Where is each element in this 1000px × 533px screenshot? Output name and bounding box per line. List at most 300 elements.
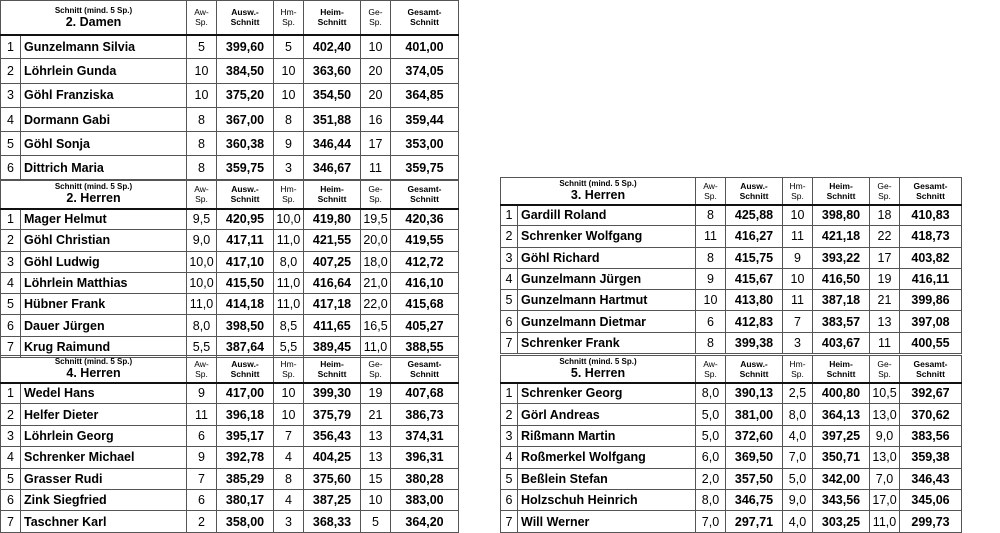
ge-sp-header-line2: Sp. xyxy=(369,17,382,28)
heim-schnitt-header-line1: Heim- xyxy=(829,358,853,369)
gesamt-schnitt-header-line1: Gesamt- xyxy=(913,180,948,191)
ge-sp-header-line1: Ge- xyxy=(368,7,383,18)
heim-schnitt-header xyxy=(304,1,361,35)
table-row xyxy=(501,404,962,425)
away-games: 11,0 xyxy=(187,294,217,315)
rank: 3 xyxy=(1,251,21,272)
away-average: 420,95 xyxy=(217,209,274,230)
rank: 3 xyxy=(501,425,518,446)
hm-sp-header-line2: Sp. xyxy=(282,193,295,204)
total-average: 359,44 xyxy=(391,107,459,131)
away-games: 10 xyxy=(696,290,726,311)
away-games: 9,0 xyxy=(187,230,217,251)
home-games: 10 xyxy=(274,83,304,107)
gesamt-schnitt-header xyxy=(900,356,962,383)
aw-sp-header-line2: Sp. xyxy=(704,190,717,201)
rank: 2 xyxy=(501,404,518,425)
away-games: 8,0 xyxy=(187,315,217,336)
table-4-herren xyxy=(0,355,459,533)
total-average: 396,31 xyxy=(391,447,459,468)
aw-sp-header-line1: Aw- xyxy=(194,358,209,369)
aw-sp-header-line2: Sp. xyxy=(195,17,208,28)
rank: 4 xyxy=(1,272,21,293)
home-games: 7 xyxy=(783,311,813,332)
total-average: 420,36 xyxy=(391,209,459,230)
ausw-schnitt-header xyxy=(726,178,783,205)
ausw-schnitt-header-line1: Ausw.- xyxy=(740,180,768,191)
rank: 7 xyxy=(501,332,518,353)
rank: 1 xyxy=(501,205,518,226)
player-name: Krug Raimund xyxy=(21,336,187,357)
away-average: 399,60 xyxy=(217,35,274,59)
gesamt-schnitt-header-line1: Gesamt- xyxy=(407,183,442,194)
home-average: 421,18 xyxy=(813,226,870,247)
home-average: 404,25 xyxy=(304,447,361,468)
away-average: 413,80 xyxy=(726,290,783,311)
home-average: 416,50 xyxy=(813,268,870,289)
rank: 3 xyxy=(1,425,21,446)
home-average: 383,57 xyxy=(813,311,870,332)
home-games: 10,0 xyxy=(274,209,304,230)
aw-sp-header-line1: Aw- xyxy=(703,180,718,191)
home-average: 368,33 xyxy=(304,511,361,532)
away-games: 8 xyxy=(696,247,726,268)
ausw-schnitt-header xyxy=(217,1,274,35)
away-average: 395,17 xyxy=(217,425,274,446)
player-name: Gunzelmann Dietmar xyxy=(518,311,696,332)
ge-sp-header-line2: Sp. xyxy=(369,193,382,204)
home-average: 403,67 xyxy=(813,332,870,353)
total-average: 374,31 xyxy=(391,425,459,446)
rank: 4 xyxy=(501,447,518,468)
rank: 4 xyxy=(501,268,518,289)
player-name: Göhl Christian xyxy=(21,230,187,251)
table-title-cell xyxy=(501,178,696,205)
table-header xyxy=(1,356,459,383)
total-games: 11,0 xyxy=(870,511,900,532)
away-average: 396,18 xyxy=(217,404,274,425)
table-row xyxy=(501,425,962,446)
player-name: Dormann Gabi xyxy=(21,107,187,131)
rank: 3 xyxy=(501,247,518,268)
heim-schnitt-header-line2: Schnitt xyxy=(317,17,347,28)
heim-schnitt-header-line2: Schnitt xyxy=(826,190,856,201)
rank: 7 xyxy=(1,336,21,357)
player-name: Löhrlein Matthias xyxy=(21,272,187,293)
total-average: 416,11 xyxy=(900,268,962,289)
home-average: 421,55 xyxy=(304,230,361,251)
rank: 6 xyxy=(1,156,21,180)
table-row xyxy=(1,251,459,272)
home-average: 402,40 xyxy=(304,35,361,59)
table-title: 2. Damen xyxy=(65,14,122,29)
player-name: Schrenker Frank xyxy=(518,332,696,353)
total-games: 16,5 xyxy=(361,315,391,336)
hm-sp-header-line1: Hm- xyxy=(789,358,806,369)
aw-sp-header xyxy=(187,180,217,209)
rank: 7 xyxy=(1,511,21,532)
home-games: 11,0 xyxy=(274,230,304,251)
total-average: 364,20 xyxy=(391,511,459,532)
aw-sp-header-line2: Sp. xyxy=(195,368,208,379)
heim-schnitt-header-line2: Schnitt xyxy=(826,368,856,379)
hm-sp-header-line1: Hm- xyxy=(280,183,297,194)
home-average: 389,45 xyxy=(304,336,361,357)
home-games: 9 xyxy=(274,132,304,156)
home-games: 8 xyxy=(274,468,304,489)
away-average: 390,13 xyxy=(726,383,783,404)
ge-sp-header-line2: Sp. xyxy=(369,368,382,379)
hm-sp-header xyxy=(783,356,813,383)
away-games: 10,0 xyxy=(187,272,217,293)
total-games: 13,0 xyxy=(870,447,900,468)
away-average: 414,18 xyxy=(217,294,274,315)
home-games: 11 xyxy=(783,290,813,311)
away-games: 8,0 xyxy=(696,383,726,404)
aw-sp-header-line2: Sp. xyxy=(195,193,208,204)
ausw-schnitt-header-line2: Schnitt xyxy=(230,17,260,28)
away-games: 6 xyxy=(696,311,726,332)
player-name: Görl Andreas xyxy=(518,404,696,425)
gesamt-schnitt-header-line2: Schnitt xyxy=(410,368,439,379)
home-games: 3 xyxy=(783,332,813,353)
total-games: 20 xyxy=(361,59,391,83)
hm-sp-header xyxy=(274,356,304,383)
heim-schnitt-header-line1: Heim- xyxy=(320,183,344,194)
rank: 4 xyxy=(1,107,21,131)
home-average: 346,44 xyxy=(304,132,361,156)
away-games: 8 xyxy=(187,156,217,180)
home-average: 411,65 xyxy=(304,315,361,336)
home-average: 354,50 xyxy=(304,83,361,107)
home-games: 5 xyxy=(274,35,304,59)
hm-sp-header-line2: Sp. xyxy=(282,368,295,379)
table-row xyxy=(1,489,459,510)
home-average: 407,25 xyxy=(304,251,361,272)
gesamt-schnitt-header-line1: Gesamt- xyxy=(913,358,948,369)
gesamt-schnitt-header-line2: Schnitt xyxy=(916,190,945,201)
away-average: 297,71 xyxy=(726,511,783,532)
total-games: 18,0 xyxy=(361,251,391,272)
away-average: 369,50 xyxy=(726,447,783,468)
ausw-schnitt-header-line1: Ausw.- xyxy=(231,358,259,369)
away-games: 10 xyxy=(187,83,217,107)
away-average: 392,78 xyxy=(217,447,274,468)
away-average: 381,00 xyxy=(726,404,783,425)
total-games: 13 xyxy=(361,425,391,446)
table-5-herren xyxy=(500,355,962,533)
player-name: Göhl Richard xyxy=(518,247,696,268)
table-row xyxy=(501,468,962,489)
rank: 1 xyxy=(1,383,21,404)
ausw-schnitt-header-line1: Ausw.- xyxy=(740,358,768,369)
gesamt-schnitt-header-line2: Schnitt xyxy=(410,17,439,28)
total-average: 345,06 xyxy=(900,489,962,510)
table-row xyxy=(1,383,459,404)
heim-schnitt-header-line1: Heim- xyxy=(320,358,344,369)
away-games: 2 xyxy=(187,511,217,532)
ausw-schnitt-header-line2: Schnitt xyxy=(230,368,260,379)
home-games: 5,5 xyxy=(274,336,304,357)
table-row xyxy=(501,226,962,247)
gesamt-schnitt-header-line1: Gesamt- xyxy=(407,358,442,369)
rank: 2 xyxy=(1,404,21,425)
hm-sp-header-line2: Sp. xyxy=(282,17,295,28)
home-average: 416,64 xyxy=(304,272,361,293)
away-games: 5,5 xyxy=(187,336,217,357)
table-row xyxy=(1,468,459,489)
total-games: 10 xyxy=(361,35,391,59)
home-average: 343,56 xyxy=(813,489,870,510)
schnitt-caption: Schnitt (mind. 5 Sp.) xyxy=(54,5,133,15)
player-name: Beßlein Stefan xyxy=(518,468,696,489)
hm-sp-header-line1: Hm- xyxy=(789,180,806,191)
ausw-schnitt-header-line2: Schnitt xyxy=(739,368,769,379)
heim-schnitt-header xyxy=(304,356,361,383)
player-name: Mager Helmut xyxy=(21,209,187,230)
total-games: 17,0 xyxy=(870,489,900,510)
away-games: 5,0 xyxy=(696,425,726,446)
home-average: 342,00 xyxy=(813,468,870,489)
player-name: Gunzelmann Silvia xyxy=(21,35,187,59)
total-average: 383,56 xyxy=(900,425,962,446)
gesamt-schnitt-header xyxy=(391,1,459,35)
table-row xyxy=(1,404,459,425)
aw-sp-header xyxy=(187,356,217,383)
home-games: 10 xyxy=(274,404,304,425)
player-name: Helfer Dieter xyxy=(21,404,187,425)
total-games: 21 xyxy=(870,290,900,311)
player-name: Grasser Rudi xyxy=(21,468,187,489)
gesamt-schnitt-header xyxy=(391,180,459,209)
rank: 5 xyxy=(501,290,518,311)
player-name: Holzschuh Heinrich xyxy=(518,489,696,510)
ausw-schnitt-header xyxy=(217,180,274,209)
player-name: Taschner Karl xyxy=(21,511,187,532)
table-row xyxy=(1,425,459,446)
rank: 6 xyxy=(501,489,518,510)
gesamt-schnitt-header xyxy=(900,178,962,205)
home-average: 375,79 xyxy=(304,404,361,425)
total-games: 20,0 xyxy=(361,230,391,251)
table-row xyxy=(501,268,962,289)
home-games: 4,0 xyxy=(783,425,813,446)
away-average: 375,20 xyxy=(217,83,274,107)
hm-sp-header xyxy=(274,180,304,209)
table-title: 2. Herren xyxy=(66,191,121,206)
away-games: 2,0 xyxy=(696,468,726,489)
rank: 2 xyxy=(1,59,21,83)
rank: 1 xyxy=(1,35,21,59)
hm-sp-header xyxy=(783,178,813,205)
table-row xyxy=(501,205,962,226)
player-name: Göhl Sonja xyxy=(21,132,187,156)
home-average: 303,25 xyxy=(813,511,870,532)
home-average: 399,30 xyxy=(304,383,361,404)
table-title: 5. Herren xyxy=(570,366,626,381)
home-average: 363,60 xyxy=(304,59,361,83)
player-name: Dittrich Maria xyxy=(21,156,187,180)
home-average: 387,25 xyxy=(304,489,361,510)
schnitt-caption: Schnitt (mind. 5 Sp.) xyxy=(559,179,637,189)
away-average: 417,00 xyxy=(217,383,274,404)
away-games: 5 xyxy=(187,35,217,59)
home-average: 387,18 xyxy=(813,290,870,311)
ausw-schnitt-header xyxy=(217,356,274,383)
away-average: 417,11 xyxy=(217,230,274,251)
away-games: 9,5 xyxy=(187,209,217,230)
table-row xyxy=(1,156,459,180)
table-row xyxy=(1,272,459,293)
home-games: 9 xyxy=(783,247,813,268)
table-title: 4. Herren xyxy=(66,366,121,381)
total-games: 13 xyxy=(361,447,391,468)
table-row xyxy=(1,59,459,83)
player-name: Schrenker Georg xyxy=(518,383,696,404)
player-name: Löhrlein Georg xyxy=(21,425,187,446)
total-average: 415,68 xyxy=(391,294,459,315)
total-average: 400,55 xyxy=(900,332,962,353)
table-row xyxy=(1,315,459,336)
table-row xyxy=(1,230,459,251)
total-average: 405,27 xyxy=(391,315,459,336)
player-name: Rißmann Martin xyxy=(518,425,696,446)
gesamt-schnitt-header-line1: Gesamt- xyxy=(407,7,442,18)
home-games: 4 xyxy=(274,489,304,510)
player-name: Göhl Ludwig xyxy=(21,251,187,272)
player-name: Schrenker Wolfgang xyxy=(518,226,696,247)
ausw-schnitt-header-line2: Schnitt xyxy=(230,193,260,204)
home-average: 419,80 xyxy=(304,209,361,230)
away-games: 6 xyxy=(187,425,217,446)
home-games: 11,0 xyxy=(274,272,304,293)
rank: 5 xyxy=(1,468,21,489)
total-games: 17 xyxy=(870,247,900,268)
player-name: Löhrlein Gunda xyxy=(21,59,187,83)
away-average: 372,60 xyxy=(726,425,783,446)
away-games: 8 xyxy=(696,205,726,226)
total-games: 5 xyxy=(361,511,391,532)
ausw-schnitt-header-line1: Ausw.- xyxy=(231,183,259,194)
player-name: Will Werner xyxy=(518,511,696,532)
player-name: Dauer Jürgen xyxy=(21,315,187,336)
table-header xyxy=(501,356,962,383)
home-games: 10 xyxy=(783,205,813,226)
away-average: 399,38 xyxy=(726,332,783,353)
home-average: 398,80 xyxy=(813,205,870,226)
rank: 2 xyxy=(1,230,21,251)
total-average: 412,72 xyxy=(391,251,459,272)
home-average: 351,88 xyxy=(304,107,361,131)
table-row xyxy=(501,311,962,332)
total-games: 21,0 xyxy=(361,272,391,293)
heim-schnitt-header-line2: Schnitt xyxy=(317,193,347,204)
away-average: 359,75 xyxy=(217,156,274,180)
ausw-schnitt-header xyxy=(726,356,783,383)
player-name: Gunzelmann Hartmut xyxy=(518,290,696,311)
away-average: 360,38 xyxy=(217,132,274,156)
ge-sp-header-line1: Ge- xyxy=(877,358,892,369)
total-average: 374,05 xyxy=(391,59,459,83)
rank: 3 xyxy=(1,83,21,107)
table-2-herren xyxy=(0,179,459,358)
total-average: 359,38 xyxy=(900,447,962,468)
rank: 6 xyxy=(501,311,518,332)
rank: 1 xyxy=(501,383,518,404)
total-average: 403,82 xyxy=(900,247,962,268)
ausw-schnitt-header-line1: Ausw.- xyxy=(231,7,259,18)
total-games: 17 xyxy=(361,132,391,156)
table-row xyxy=(1,107,459,131)
ge-sp-header xyxy=(361,356,391,383)
rank: 1 xyxy=(1,209,21,230)
aw-sp-header-line1: Aw- xyxy=(703,358,718,369)
away-games: 11 xyxy=(187,404,217,425)
ge-sp-header-line1: Ge- xyxy=(877,180,892,191)
table-header xyxy=(1,1,459,35)
home-games: 10 xyxy=(274,59,304,83)
table-header xyxy=(1,180,459,209)
home-games: 5,0 xyxy=(783,468,813,489)
home-games: 2,5 xyxy=(783,383,813,404)
total-games: 22 xyxy=(870,226,900,247)
away-games: 10,0 xyxy=(187,251,217,272)
table-row xyxy=(501,447,962,468)
rank: 6 xyxy=(1,489,21,510)
total-games: 10,5 xyxy=(870,383,900,404)
table-row xyxy=(1,294,459,315)
away-average: 398,50 xyxy=(217,315,274,336)
away-average: 385,29 xyxy=(217,468,274,489)
total-average: 370,62 xyxy=(900,404,962,425)
home-average: 375,60 xyxy=(304,468,361,489)
away-games: 6,0 xyxy=(696,447,726,468)
total-average: 346,43 xyxy=(900,468,962,489)
total-games: 22,0 xyxy=(361,294,391,315)
home-games: 10 xyxy=(783,268,813,289)
table-row xyxy=(1,83,459,107)
away-games: 8 xyxy=(187,107,217,131)
away-games: 8 xyxy=(187,132,217,156)
total-games: 11 xyxy=(361,156,391,180)
gesamt-schnitt-header xyxy=(391,356,459,383)
total-average: 353,00 xyxy=(391,132,459,156)
home-games: 7,0 xyxy=(783,447,813,468)
table-title-cell xyxy=(501,356,696,383)
away-games: 8,0 xyxy=(696,489,726,510)
total-games: 10 xyxy=(361,489,391,510)
total-average: 397,08 xyxy=(900,311,962,332)
table-row xyxy=(1,132,459,156)
home-average: 397,25 xyxy=(813,425,870,446)
home-games: 3 xyxy=(274,156,304,180)
ausw-schnitt-header-line2: Schnitt xyxy=(739,190,769,201)
total-average: 419,55 xyxy=(391,230,459,251)
away-average: 358,00 xyxy=(217,511,274,532)
away-average: 387,64 xyxy=(217,336,274,357)
home-average: 417,18 xyxy=(304,294,361,315)
away-average: 357,50 xyxy=(726,468,783,489)
rank: 5 xyxy=(1,132,21,156)
away-games: 7,0 xyxy=(696,511,726,532)
home-average: 346,67 xyxy=(304,156,361,180)
away-games: 9 xyxy=(696,268,726,289)
table-row xyxy=(501,489,962,510)
player-name: Göhl Franziska xyxy=(21,83,187,107)
total-games: 15 xyxy=(361,468,391,489)
ge-sp-header-line1: Ge- xyxy=(368,358,383,369)
total-average: 392,67 xyxy=(900,383,962,404)
